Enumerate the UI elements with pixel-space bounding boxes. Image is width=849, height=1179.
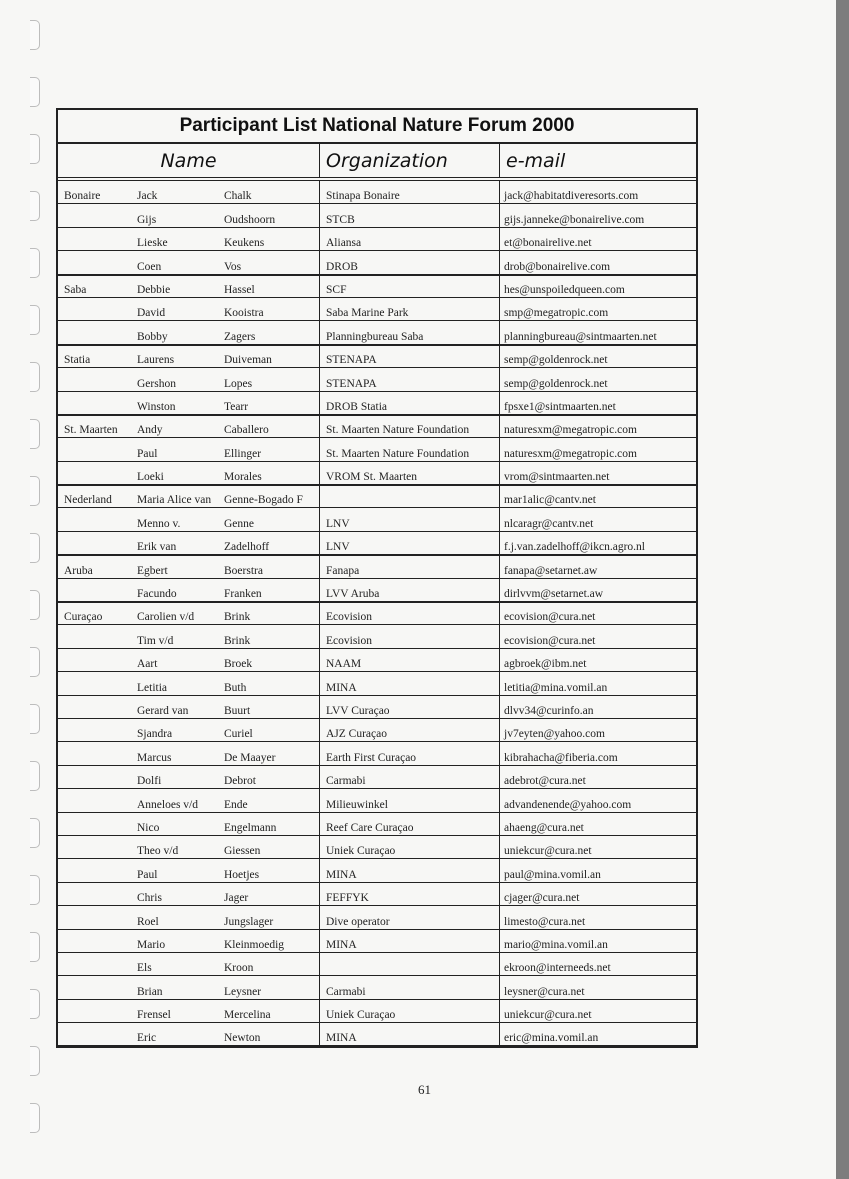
cell-first-name: Egbert <box>137 564 168 577</box>
cell-organization: Aliansa <box>320 228 500 250</box>
cell-email: dirlvvm@setarnet.aw <box>504 588 604 601</box>
table-row <box>58 532 696 555</box>
cell-last-name: Franken <box>224 579 320 601</box>
table-row <box>58 1000 696 1023</box>
cell-organization: Ecovision <box>320 625 500 647</box>
binder-hole <box>30 704 40 734</box>
cell-organization: LNV <box>320 508 500 530</box>
cell-region <box>58 859 137 881</box>
cell-last-name: Newton <box>224 1023 320 1045</box>
cell-first-name: Gijs <box>137 213 157 226</box>
cell-email: ahaeng@cura.net <box>504 821 584 834</box>
cell-organization: Earth First Curaçao <box>320 742 500 764</box>
cell-region: Curaçao <box>64 611 103 624</box>
binder-hole <box>30 818 40 848</box>
cell-organization: AJZ Curaçao <box>320 719 500 741</box>
binder-hole <box>30 248 40 278</box>
table-row <box>58 742 696 765</box>
cell-email: letitia@mina.vomil.an <box>504 681 608 694</box>
page-number: 61 <box>418 1082 431 1097</box>
cell-last-name: Genne-Bogado F <box>224 486 320 507</box>
table-row <box>58 392 696 415</box>
cell-organization <box>320 953 500 975</box>
participant-table <box>56 108 698 1048</box>
cell-first-name: Els <box>137 962 152 975</box>
table-row <box>58 368 696 391</box>
table-header <box>58 144 696 181</box>
cell-first-name: Paul <box>137 868 158 881</box>
cell-organization: Uniek Curaçao <box>320 836 500 858</box>
cell-email: adebrot@cura.net <box>504 775 586 788</box>
binder-hole <box>30 1103 40 1133</box>
cell-region <box>58 532 137 554</box>
cell-first-name: Maria Alice van <box>137 494 212 507</box>
cell-region <box>58 251 137 273</box>
cell-organization: MINA <box>320 930 500 952</box>
cell-organization: Planningbureau Saba <box>320 321 500 343</box>
cell-email: advandenende@yahoo.com <box>504 798 632 811</box>
cell-organization: Reef Care Curaçao <box>320 813 500 835</box>
cell-first-name: Letitia <box>137 681 168 694</box>
table-row <box>58 438 696 461</box>
cell-region <box>58 1023 137 1045</box>
cell-first-name: Aart <box>137 658 158 671</box>
cell-first-name: Debbie <box>137 283 171 296</box>
cell-last-name: Genne <box>224 508 320 530</box>
table-row <box>58 298 696 321</box>
cell-email: smp@megatropic.com <box>504 307 609 320</box>
table-row <box>58 719 696 742</box>
cell-organization: Saba Marine Park <box>320 298 500 320</box>
cell-first-name: Frensel <box>137 1009 171 1022</box>
cell-region <box>58 1000 137 1022</box>
cell-email: dlvv34@curinfo.an <box>504 704 594 717</box>
cell-first-name: Sjandra <box>137 728 173 741</box>
cell-region: Saba <box>64 283 87 296</box>
cell-organization: MINA <box>320 1023 500 1045</box>
table-row <box>58 275 696 298</box>
header-email: e-mail <box>506 149 566 172</box>
cell-last-name: Buth <box>224 672 320 694</box>
cell-region <box>58 298 137 320</box>
cell-email: drob@bonairelive.com <box>504 260 611 273</box>
cell-first-name: Eric <box>137 1032 157 1045</box>
cell-last-name: Kleinmoedig <box>224 930 320 952</box>
binder-hole <box>30 134 40 164</box>
cell-last-name: Morales <box>224 462 320 484</box>
table-row <box>58 485 696 508</box>
table-row <box>58 228 696 251</box>
cell-organization: Ecovision <box>320 603 500 624</box>
cell-email: jack@habitatdiveresorts.com <box>504 190 639 203</box>
cell-organization: FEFFYK <box>320 883 500 905</box>
cell-region <box>58 976 137 998</box>
cell-region <box>58 953 137 975</box>
cell-first-name: David <box>137 307 166 320</box>
cell-organization: Carmabi <box>320 766 500 788</box>
cell-organization: Stinapa Bonaire <box>320 181 500 203</box>
cell-email: nlcaragr@cantv.net <box>504 517 594 530</box>
cell-region <box>58 625 137 647</box>
cell-region <box>58 438 137 460</box>
table-row <box>58 345 696 368</box>
cell-region <box>58 742 137 764</box>
binder-hole <box>30 533 40 563</box>
cell-region: Aruba <box>64 564 93 577</box>
table-row <box>58 906 696 929</box>
cell-region <box>58 813 137 835</box>
binder-hole <box>30 875 40 905</box>
cell-organization <box>320 486 500 507</box>
cell-organization: MINA <box>320 672 500 694</box>
cell-last-name: Zadelhoff <box>224 532 320 554</box>
cell-last-name: Mercelina <box>224 1000 320 1022</box>
cell-last-name: Lopes <box>224 368 320 390</box>
cell-region <box>58 462 137 484</box>
binder-hole <box>30 590 40 620</box>
cell-last-name: De Maayer <box>224 742 320 764</box>
cell-last-name: Keukens <box>224 228 320 250</box>
binder-hole <box>30 989 40 1019</box>
header-organization: Organization <box>320 144 500 177</box>
cell-region <box>58 906 137 928</box>
cell-first-name: Winston <box>137 400 176 413</box>
cell-email: ecovision@cura.net <box>504 634 596 647</box>
cell-last-name: Oudshoorn <box>224 204 320 226</box>
cell-organization: LNV <box>320 532 500 554</box>
cell-region <box>58 228 137 250</box>
binder-hole <box>30 647 40 677</box>
cell-organization: STCB <box>320 204 500 226</box>
cell-last-name: Vos <box>224 251 320 273</box>
cell-organization: VROM St. Maarten <box>320 462 500 484</box>
cell-last-name: Curiel <box>224 719 320 741</box>
cell-organization: Fanapa <box>320 556 500 577</box>
cell-email: uniekcur@cura.net <box>504 845 592 858</box>
cell-organization: Carmabi <box>320 976 500 998</box>
cell-email: ekroon@interneeds.net <box>504 962 611 975</box>
cell-organization: DROB Statia <box>320 392 500 414</box>
cell-region: Nederland <box>64 494 112 507</box>
cell-last-name: Engelmann <box>224 813 320 835</box>
cell-last-name: Brink <box>224 625 320 647</box>
cell-region: Bonaire <box>64 190 101 203</box>
cell-email: kibrahacha@fiberia.com <box>504 751 618 764</box>
cell-first-name: Andy <box>137 424 163 437</box>
cell-first-name: Anneloes v/d <box>137 798 199 811</box>
cell-region <box>58 204 137 226</box>
cell-email: vrom@sintmaarten.net <box>504 471 610 484</box>
cell-region <box>58 579 137 601</box>
cell-last-name: Leysner <box>224 976 320 998</box>
table-row <box>58 602 696 625</box>
cell-email: f.j.van.zadelhoff@ikcn.agro.nl <box>504 541 645 554</box>
cell-organization: MINA <box>320 859 500 881</box>
cell-organization: Dive operator <box>320 906 500 928</box>
cell-email: hes@unspoiledqueen.com <box>504 283 625 296</box>
cell-organization: STENAPA <box>320 346 500 367</box>
table-row <box>58 462 696 485</box>
binder-holes <box>30 20 44 1170</box>
cell-email: agbroek@ibm.net <box>504 658 587 671</box>
cell-region <box>58 672 137 694</box>
cell-last-name: Caballero <box>224 416 320 437</box>
cell-email: ecovision@cura.net <box>504 611 596 624</box>
cell-last-name: Kroon <box>224 953 320 975</box>
cell-first-name: Nico <box>137 821 160 834</box>
cell-organization: St. Maarten Nature Foundation <box>320 416 500 437</box>
cell-first-name: Gershon <box>137 377 176 390</box>
cell-region <box>58 719 137 741</box>
binder-hole <box>30 1046 40 1076</box>
cell-last-name: Tearr <box>224 392 320 414</box>
cell-email: fpsxe1@sintmaarten.net <box>504 400 616 413</box>
table-row <box>58 649 696 672</box>
table-row <box>58 836 696 859</box>
table-row <box>58 859 696 882</box>
cell-region <box>58 930 137 952</box>
cell-region <box>58 392 137 414</box>
cell-last-name: Jager <box>224 883 320 905</box>
cell-last-name: Broek <box>224 649 320 671</box>
cell-region <box>58 321 137 343</box>
cell-last-name: Kooistra <box>224 298 320 320</box>
cell-email: et@bonairelive.net <box>504 237 592 250</box>
cell-organization: St. Maarten Nature Foundation <box>320 438 500 460</box>
cell-email: paul@mina.vomil.an <box>504 868 601 881</box>
cell-last-name: Chalk <box>224 181 320 203</box>
binder-hole <box>30 305 40 335</box>
binder-hole <box>30 476 40 506</box>
header-name: Name <box>58 144 320 177</box>
cell-organization: NAAM <box>320 649 500 671</box>
cell-first-name: Laurens <box>137 354 175 367</box>
cell-email: semp@goldenrock.net <box>504 377 608 390</box>
binder-hole <box>30 20 40 50</box>
cell-last-name: Buurt <box>224 696 320 718</box>
cell-last-name: Hassel <box>224 276 320 297</box>
cell-organization: Milieuwinkel <box>320 789 500 811</box>
cell-email: eric@mina.vomil.an <box>504 1032 599 1045</box>
cell-email: naturesxm@megatropic.com <box>504 447 637 460</box>
cell-region <box>58 766 137 788</box>
cell-region: Statia <box>64 354 91 367</box>
table-row <box>58 321 696 344</box>
cell-first-name: Facundo <box>137 588 177 601</box>
table-row <box>58 813 696 836</box>
cell-email: gijs.janneke@bonairelive.com <box>504 213 645 226</box>
cell-first-name: Dolfi <box>137 775 162 788</box>
table-row <box>58 251 696 274</box>
cell-organization: SCF <box>320 276 500 297</box>
cell-first-name: Theo v/d <box>137 845 179 858</box>
cell-first-name: Roel <box>137 915 159 928</box>
cell-organization: STENAPA <box>320 368 500 390</box>
cell-first-name: Coen <box>137 260 162 273</box>
binder-hole <box>30 932 40 962</box>
cell-email: fanapa@setarnet.aw <box>504 564 598 577</box>
cell-last-name: Duiveman <box>224 346 320 367</box>
table-row <box>58 1023 696 1046</box>
cell-organization: LVV Curaçao <box>320 696 500 718</box>
cell-email: jv7eyten@yahoo.com <box>504 728 605 741</box>
table-row <box>58 555 696 578</box>
cell-email: semp@goldenrock.net <box>504 354 608 367</box>
cell-last-name: Boerstra <box>224 556 320 577</box>
table-title: Participant List National Nature Forum 2000 <box>58 110 696 144</box>
table-row <box>58 181 696 204</box>
binder-hole <box>30 362 40 392</box>
cell-first-name: Menno v. <box>137 517 181 530</box>
table-body <box>58 181 696 1046</box>
cell-first-name: Erik van <box>137 541 177 554</box>
cell-region <box>58 368 137 390</box>
cell-email: limesto@cura.net <box>504 915 586 928</box>
cell-region: St. Maarten <box>64 424 118 437</box>
cell-last-name: Zagers <box>224 321 320 343</box>
cell-first-name: Tim v/d <box>137 634 174 647</box>
binder-hole <box>30 77 40 107</box>
cell-email: mario@mina.vomil.an <box>504 938 608 951</box>
cell-email: leysner@cura.net <box>504 985 585 998</box>
table-row <box>58 204 696 227</box>
cell-organization: Uniek Curaçao <box>320 1000 500 1022</box>
cell-first-name: Paul <box>137 447 158 460</box>
cell-first-name: Brian <box>137 985 163 998</box>
cell-first-name: Marcus <box>137 751 172 764</box>
cell-first-name: Carolien v/d <box>137 611 195 624</box>
cell-region <box>58 883 137 905</box>
table-row <box>58 415 696 438</box>
cell-region <box>58 508 137 530</box>
cell-last-name: Brink <box>224 603 320 624</box>
binder-hole <box>30 191 40 221</box>
cell-last-name: Giessen <box>224 836 320 858</box>
cell-email: cjager@cura.net <box>504 892 580 905</box>
table-row <box>58 930 696 953</box>
table-row <box>58 766 696 789</box>
cell-email: planningbureau@sintmaarten.net <box>504 330 657 343</box>
table-row <box>58 625 696 648</box>
cell-first-name: Bobby <box>137 330 168 343</box>
table-row <box>58 789 696 812</box>
table-row <box>58 976 696 999</box>
cell-organization: DROB <box>320 251 500 273</box>
table-row <box>58 579 696 602</box>
cell-first-name: Jack <box>137 190 158 203</box>
cell-email: naturesxm@megatropic.com <box>504 424 637 437</box>
cell-region <box>58 649 137 671</box>
cell-last-name: Jungslager <box>224 906 320 928</box>
cell-last-name: Debrot <box>224 766 320 788</box>
table-row <box>58 696 696 719</box>
cell-last-name: Hoetjes <box>224 859 320 881</box>
cell-last-name: Ellinger <box>224 438 320 460</box>
binder-hole <box>30 761 40 791</box>
cell-first-name: Lieske <box>137 237 168 250</box>
table-row <box>58 672 696 695</box>
table-row <box>58 508 696 531</box>
cell-first-name: Gerard van <box>137 704 189 717</box>
cell-organization: LVV Aruba <box>320 579 500 601</box>
cell-email: uniekcur@cura.net <box>504 1009 592 1022</box>
cell-region <box>58 696 137 718</box>
cell-first-name: Mario <box>137 938 166 951</box>
table-row <box>58 953 696 976</box>
cell-first-name: Loeki <box>137 471 164 484</box>
cell-last-name: Ende <box>224 789 320 811</box>
cell-region <box>58 789 137 811</box>
cell-region <box>58 836 137 858</box>
binder-hole <box>30 419 40 449</box>
cell-email: mar1alic@cantv.net <box>504 494 596 507</box>
table-row <box>58 883 696 906</box>
cell-first-name: Chris <box>137 892 162 905</box>
